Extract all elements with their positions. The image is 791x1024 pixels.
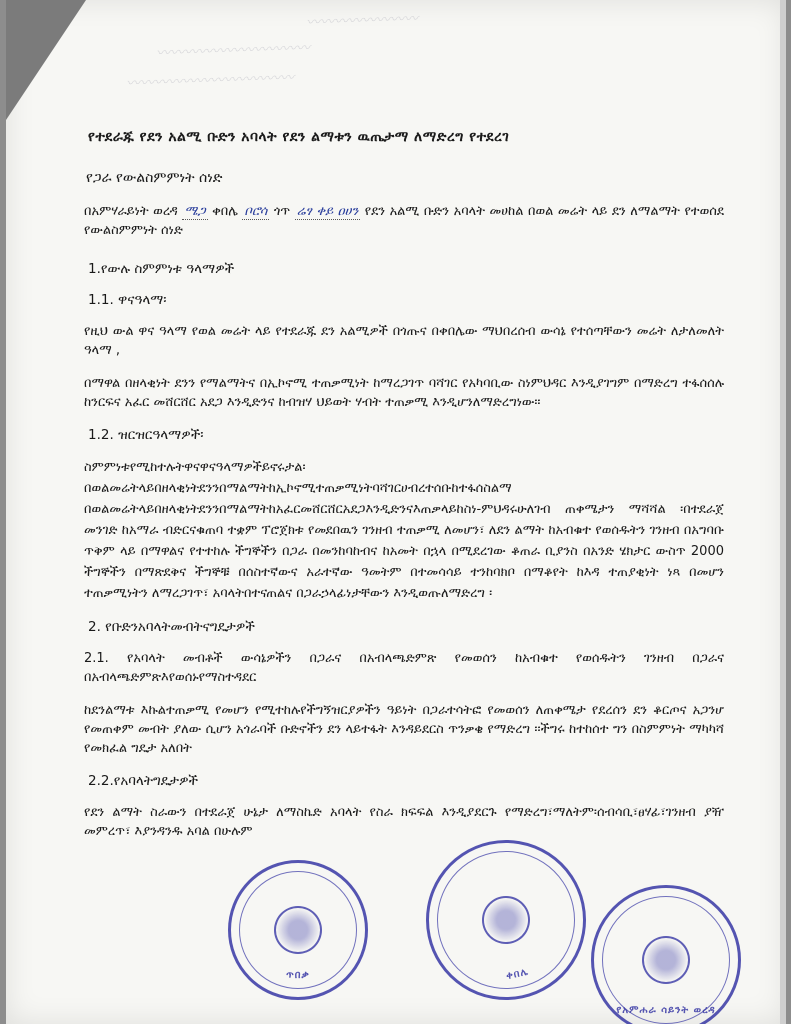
bleed-through-mark: 〰〰〰〰〰〰〰〰〰〰〰〰 — [125, 70, 295, 92]
document-title: የተደራጁ የደን አልሚ ቡድን አባላት የደን ልማቱን ዉጤታማ ለማድረግ የተደረገ — [88, 129, 510, 145]
section-1-1-paragraph-1: የዚህ ውል ዋና ዓላማ የወል መሬት ላይ የተደራጁ ደን አልሚዎች በጎጡና በቀበሌው ማህበረሰብ ውሳኔ የተሰጣቸውን መሬት ለታለመለት ዓላማ , — [84, 324, 724, 358]
handwritten-got: ሬፃ ቀይ ዐሀን — [296, 204, 359, 219]
stamp-right-text: የአምሐራ ሳይንት ወረዳ — [616, 1005, 716, 1016]
document-page — [6, 0, 786, 1024]
official-stamp-left — [228, 860, 368, 1000]
section-2-1-heading: 2.1. የአባላት መብቶች ውሳኔዎችን በጋራና በአብላጫድምጽ የመወሰን ከአብቁተ የወሰዱትን ገንዘብ በጋራና በአብላጫድምጽእየወሰኑየማስተዳደር — [84, 651, 724, 685]
intro-part-3: ጎጥ — [273, 204, 291, 219]
handwritten-woreda: ሜጋ — [184, 204, 206, 219]
official-stamp-right — [591, 885, 741, 1024]
stamp-emblem-icon — [274, 906, 322, 954]
section-2-1-paragraph: ከደንልማቱ እኩልተጠቃሚ የመሆን የሚተከሉየችግኝዝርያዎችን ዓይነት በጋራተሳትፎ የመወሰን ለጠቀሜታ የደረሰን ደን ቆርጦና አጋንሆ የመጠቀም መብት ያለው ሲሆን አጎራባች ቡድኖችን ደን ላይተፋት እንዳይደርስ ጥንቃቄ የማድረግ ፡፡ችግሩ ከተከሰተ ግን በስምምነት ማካካሻ የመክፈል ግዴታ አለበት — [84, 703, 724, 756]
section-1-2-heading: 1.2. ዝርዝርዓላማዎች፡ — [88, 427, 204, 443]
bleed-through-mark: 〰〰〰〰〰〰〰〰〰〰〰 — [155, 40, 311, 62]
section-2-2-paragraph: የደን ልማት ስራውን በተደራጀ ሁኔታ ለማስኬድ አባላት የስራ ክፍፍል እንዲያደርጉ የማድረግ፣ማለትም፡ሰብሳቢ፣ፀሃፊ፣ገንዘብ ያዥ መምረጥ፣ እያንዳንዱ አባል በሁሉም — [84, 805, 724, 839]
bleed-through-mark: 〰〰〰〰〰〰〰〰 — [305, 11, 419, 31]
stamp-emblem-icon — [642, 936, 690, 984]
intro-part-4: የደን አልሚ ቡድን አባላት መሀከል በወል መሬት ላይ ደን ለማልማት የተወሰደ የውልስምምነት ሰነድ — [84, 204, 724, 238]
section-1-2-paragraph: ስምምነቱየሚከተሉትዋናዋናዓላማዎችይኖሩታል፡ በወልመሬትላይበዘላቂነትደንንበማልማትከኢኮኖሚተጠቃሚነትባሻገርሀብረተሰቡከተፋሰስልማ በወልመሬትላይበዘላቂነትደንንበማልማትከአፈርመሸርሸርአደጋእንዲድንናእጠቃላይከስነ-ምህዳሩሁለገብ ጠቀሜታን ማሻሻል ፡በተደራጀ መንገድ ከአማራ ብድርናቁጠባ ተቋም ፕሮጀክቱ የመደበዉን ገንዘብ ተጠቃሚ ለመሆን፣ ለደን ልማት ከአብቁተ የወሰዱትን ገንዘብ በአግባቡ ጥቅም ላይ በማዋልና የተተከሉ ችግኞችን በጋራ በመንከባከብና ከአመት በኋላ በሚደረገው ቆጠራ ቢያንስ በአንድ ሄክታር ውስጥ 2000 ችግኞችን በማጽደቅና ችግኞቹ በሰስተኛውና አራተኛው ዓመትም በተመሳሳይ ተንከባክቦ በማቆየት ከእዳ ተጠያቂነት ነጻ በመሆን ተጠቃሚነትን ለማረጋገጥ፣ አባላትበተናጠልና በጋራኃላፊነታቸውን እንዲወጡለማድረግ ፡ — [84, 460, 724, 601]
page-edge — [780, 0, 786, 1024]
section-1-heading: 1.የውሉ ስምምነቱ ዓላማዎች — [88, 261, 235, 277]
section-2-heading: 2. የቡድንአባላትመብትናግዴታዎች — [88, 619, 255, 635]
folded-corner — [6, 0, 86, 120]
intro-paragraph — [84, 202, 724, 240]
intro-part-2: ቀበሌ — [212, 204, 238, 219]
section-1-1-paragraph-2: በማዋል በዘላቂነት ደንን የማልማትና በኢኮኖሚ ተጠቃሚነት ከማረጋገጥ ባሻገር የአካባቢው ስነምህዳር እንዲያገግም በማድረግ ተፋሰሰሉ ከንርፍና አፈር መሸርሸር አደጋ እንዲድንና ከብዝሃ ህይወት ሃብት ተጠቃሚ እንዲሆንለማድረግነው፡፡ — [84, 376, 724, 410]
stamp-left-text: ጥበቃ — [286, 970, 310, 981]
document-subtitle: የጋራ የውልስምምነት ሰነድ — [86, 170, 223, 186]
section-1-1-heading: 1.1. ዋናዓላማ፡ — [88, 292, 167, 308]
stamp-center-text: ቀበሌ — [505, 966, 530, 983]
section-2-2-heading: 2.2.የአባላትግዴታዎች — [88, 773, 199, 789]
intro-part-1: በአምሃራይነት ወረዳ — [84, 204, 178, 219]
stamp-emblem-icon — [478, 892, 535, 949]
handwritten-kebele: ቦሮሳ — [244, 204, 268, 219]
document-body — [84, 128, 724, 855]
